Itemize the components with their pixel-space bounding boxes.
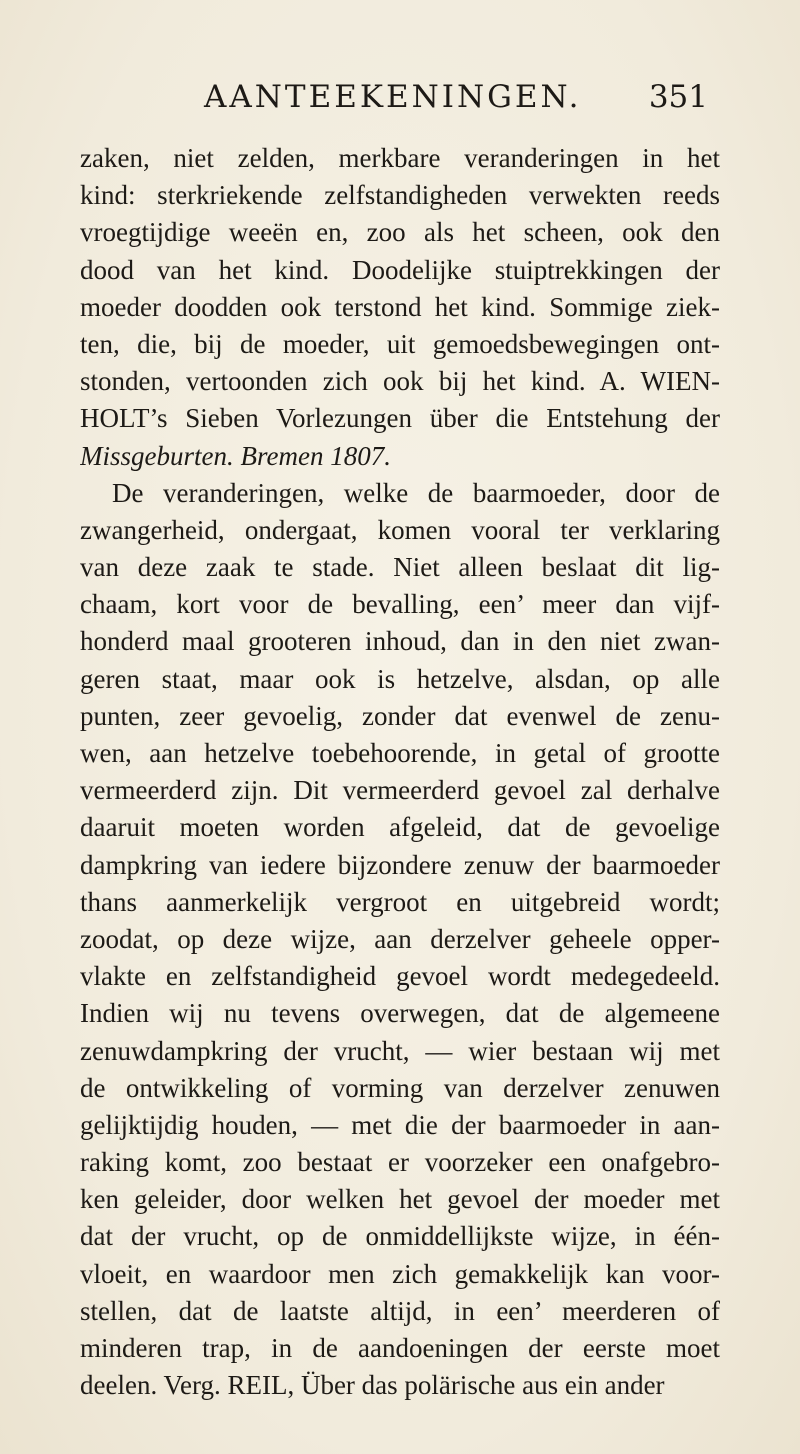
text-line: ken geleider, door welken het gevoel der moeder met — [80, 1184, 720, 1215]
text-line: dat der vrucht, op de onmiddellijkste wijze, in één- — [80, 1221, 720, 1252]
text-line: zaken, niet zelden, merkbare veranderingen in het — [80, 143, 720, 173]
page-header — [0, 72, 800, 122]
running-head: AANTEEKENINGEN. — [204, 79, 582, 115]
text-line: dood van het kind. Doodelijke stuiptrekkingen der — [80, 254, 720, 285]
text-line: Indien wij nu tevens overwegen, dat de algemeene — [80, 998, 720, 1029]
text-line: dampkring van iedere bijzondere zenuw der baarmoeder — [80, 849, 720, 880]
text-line: vlakte en zelfstandigheid gevoel wordt medegedeeld. — [80, 961, 720, 992]
text-line: daaruit moeten worden afgeleid, dat de gevoelige — [80, 812, 720, 843]
text-line: stonden, vertoonden zich ook bij het kind. A. WIEN- — [80, 366, 720, 397]
text-line: geren staat, maar ook is hetzelve, alsdan, op alle — [80, 663, 720, 694]
text-line: stellen, dat de laatste altijd, in een’ meerderen of — [80, 1295, 720, 1326]
text-line-citation: HOLT’s Sieben Vorlezungen über die Entstehung der — [80, 403, 720, 434]
text-line: ten, die, bij de moeder, uit gemoedsbewegingen ont- — [80, 328, 720, 359]
text-line: honderd maal grooteren inhoud, dan in den niet zwan- — [80, 626, 720, 657]
text-line: raking komt, zoo bestaat er voorzeker een onafgebro- — [80, 1147, 720, 1178]
text-line: vroegtijdige weeën en, zoo als het scheen, ook den — [80, 217, 720, 248]
text-line: gelijktijdig houden, — met die der baarmoeder in aan- — [80, 1109, 720, 1140]
text-line: zenuwdampkring der vrucht, — wier bestaan wij met — [80, 1035, 720, 1066]
text-line: zwangerheid, ondergaat, komen vooral ter verklaring — [80, 514, 720, 545]
text-line: vermeerderd zijn. Dit vermeerderd gevoel zal derhalve — [80, 775, 720, 806]
text-line: punten, zeer gevoelig, zonder dat evenwel de zenu- — [80, 700, 720, 731]
text-line: zoodat, op deze wijze, aan derzelver geheele opper- — [80, 923, 720, 954]
text-line: moeder doodden ook terstond het kind. Sommige ziek- — [80, 291, 720, 322]
text-line: van deze zaak te stade. Niet alleen beslaat dit lig- — [80, 552, 720, 583]
text-line: minderen trap, in de aandoeningen der eerste moet — [80, 1333, 720, 1363]
body-text — [80, 140, 720, 1404]
text-line: wen, aan hetzelve toebehoorende, in getal of grootte — [80, 738, 720, 768]
text-line: vloeit, en waardoor men zich gemakkelijk kan voor- — [80, 1258, 720, 1289]
paragraph-start: De veranderingen, welke de baarmoeder, door de — [112, 477, 720, 508]
text-line: thans aanmerkelijk vergroot en uitgebreid wordt; — [80, 886, 720, 917]
text-line-citation-end: Missgeburten. Bremen 1807. — [80, 440, 391, 471]
text-line: chaam, kort voor de bevalling, een’ meer dan vijf- — [80, 589, 720, 620]
text-line-last: deelen. Verg. REIL, Über das polärische aus ein ander — [80, 1370, 665, 1401]
text-line: de ontwikkeling of vorming van derzelver zenuwen — [80, 1072, 720, 1103]
text-line: kind: sterkriekende zelfstandigheden verwekten reeds — [80, 180, 720, 211]
page-number: 351 — [648, 79, 708, 115]
